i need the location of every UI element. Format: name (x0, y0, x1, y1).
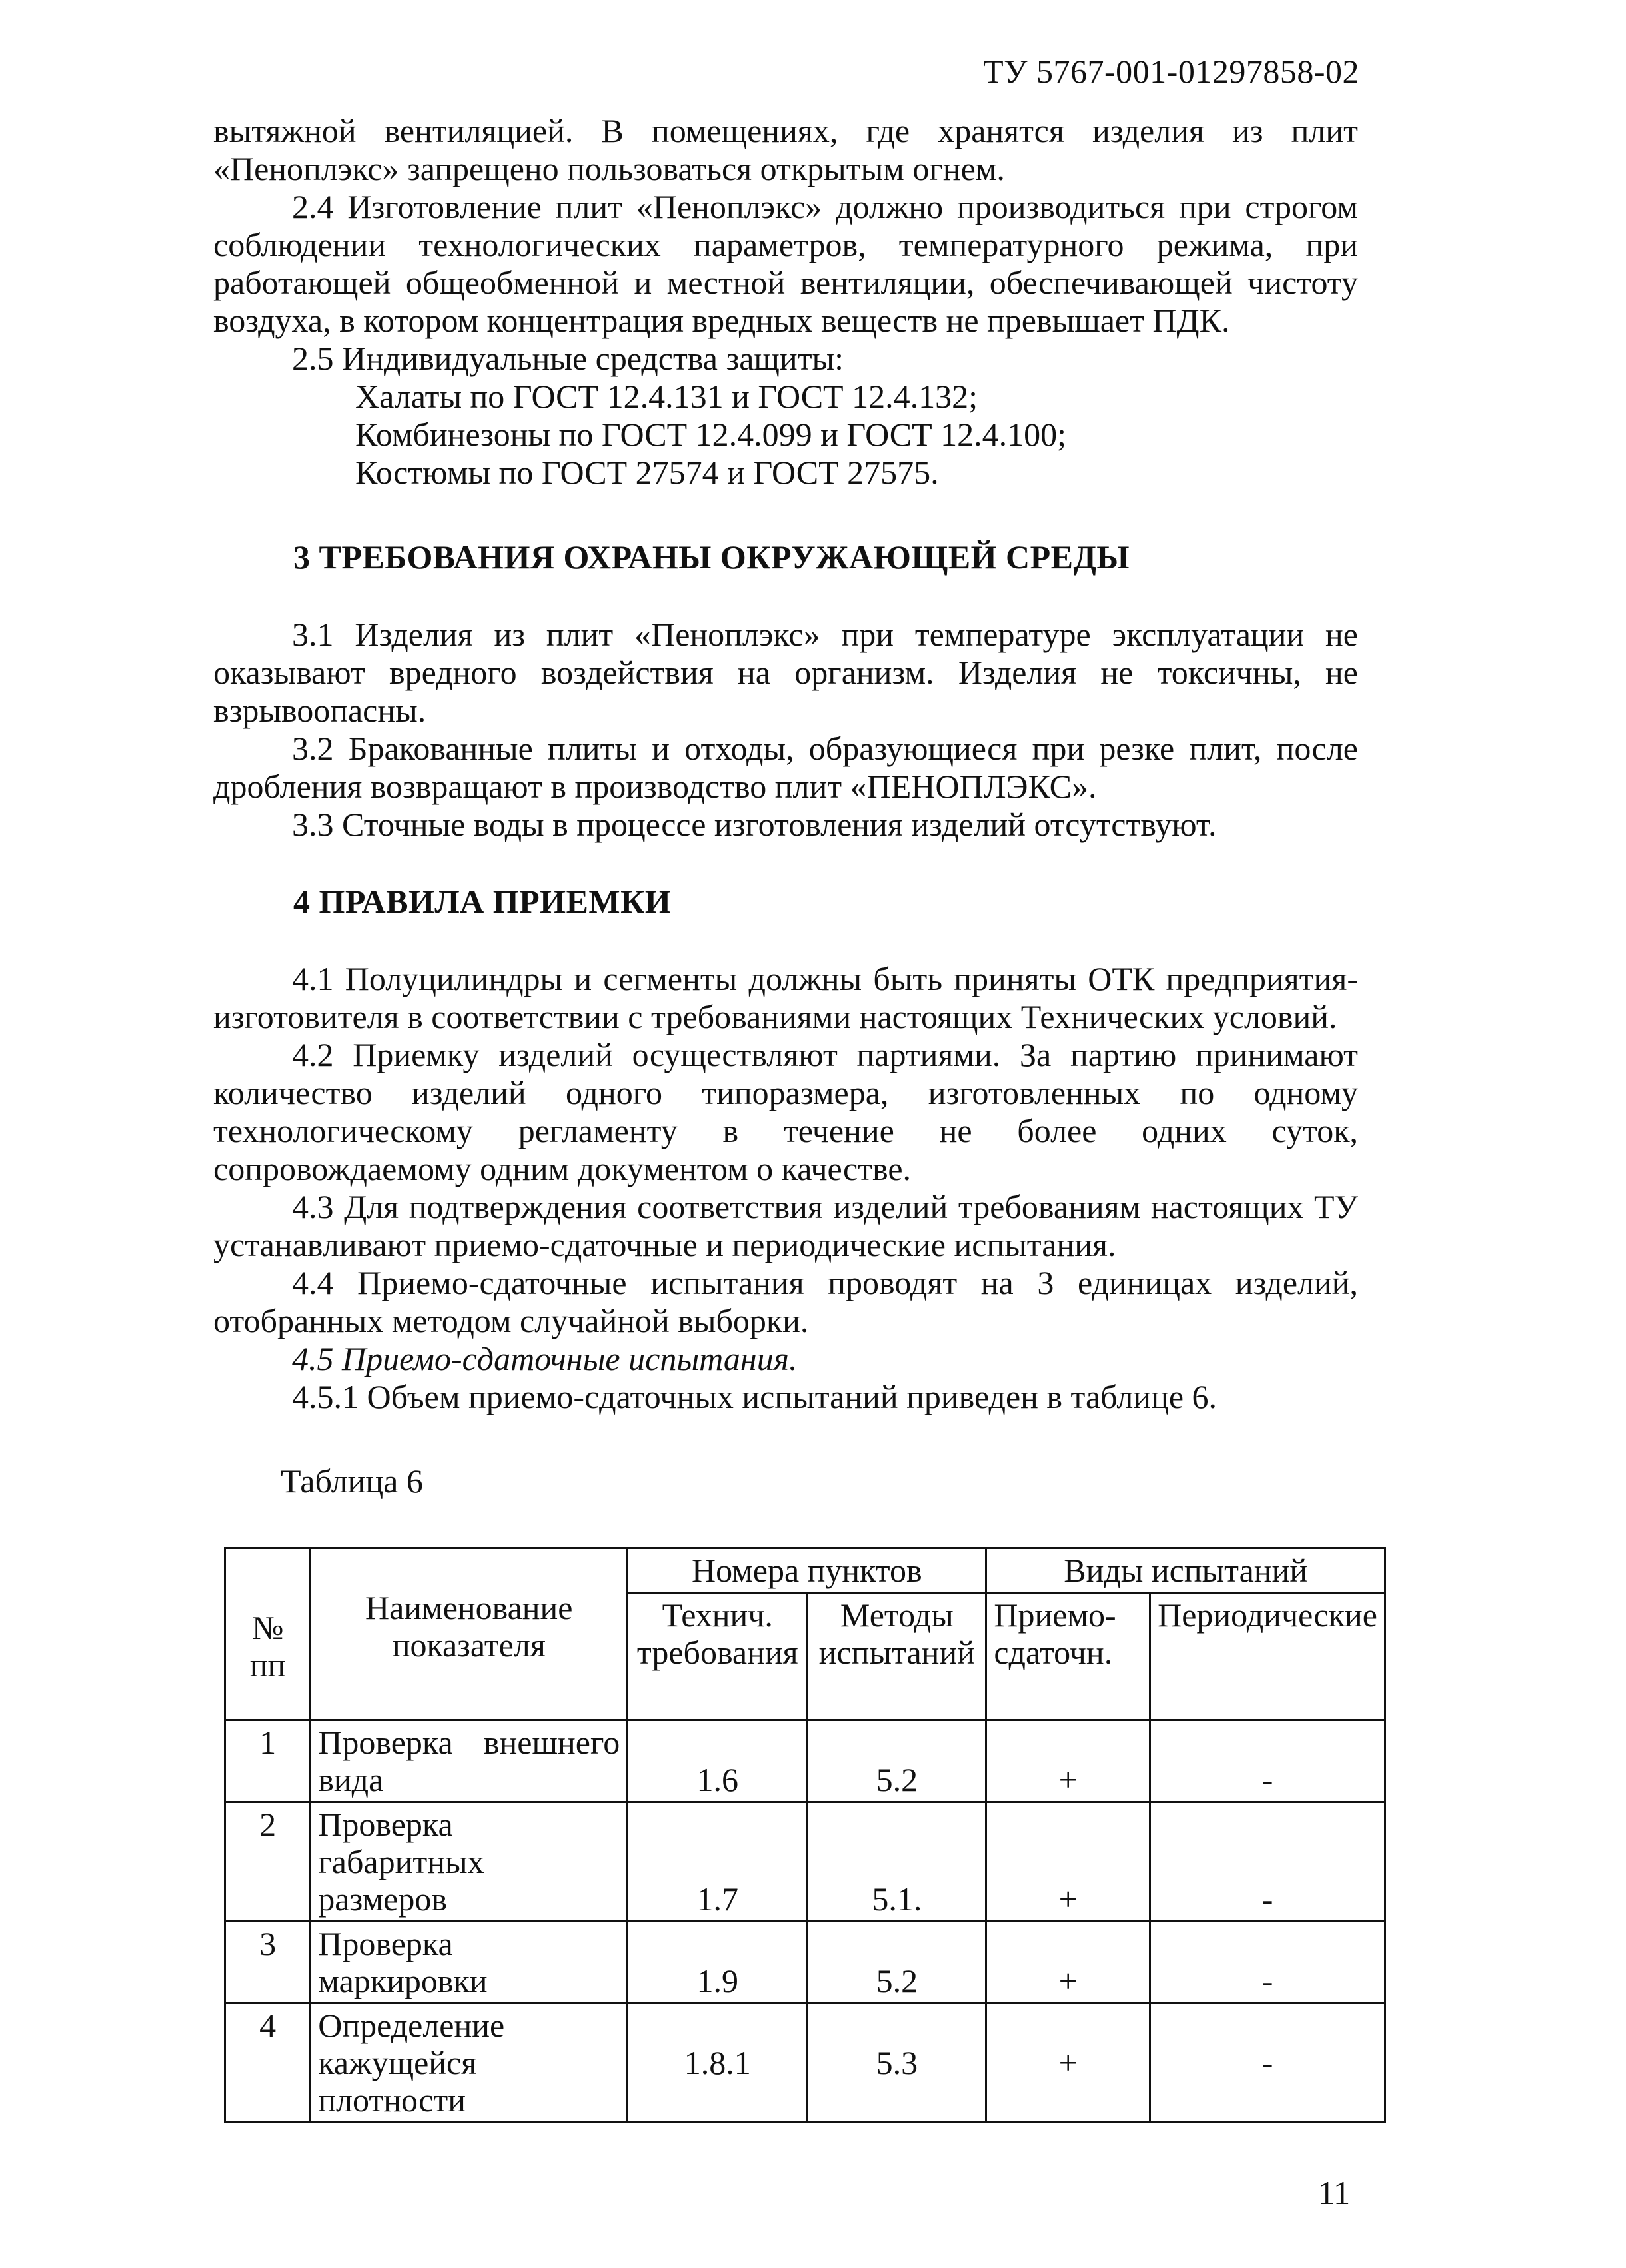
section-3-heading-wrap (213, 538, 1358, 576)
paragraph-4-5-1: 4.5.1 Объем приемо-сдаточных испытаний приведен в таблице 6. (292, 1378, 1218, 1415)
text-block-section-3 (213, 616, 1358, 844)
header-clause-methods: Методы испытаний (808, 1593, 986, 1720)
row-num: 4 (225, 2003, 311, 2123)
header-name: Наименование показателя (311, 1548, 628, 1720)
paragraph-4-2: 4.2 Приемку изделий осуществляют партиями. За партию принимают количество изделий одного типоразмера, изготовленных по одному технологическому регламенту в течение не более одних суток, сопровождаемому одним документом о качестве. (213, 1036, 1358, 1187)
ppe-item: Комбинезоны по ГОСТ 12.4.099 и ГОСТ 12.4.100; (355, 416, 1067, 453)
paragraph-4-3: 4.3 Для подтверждения соответствия изделий требованиям настоящих ТУ устанавливают приемо-сдаточные и периодические испытания. (213, 1188, 1358, 1263)
paragraph-continuation: вытяжной вентиляцией. В помещениях, где хранятся изделия из плит «Пеноплэкс» запрещено пользоваться открытым огнем. (213, 112, 1358, 187)
header-type-acceptance: Приемо-сдаточн. (986, 1593, 1150, 1720)
paragraph-4-1: 4.1 Полуцилиндры и сегменты должны быть приняты ОТК предприятия-изготовителя в соответствии с требованиями настоящих Технических условий. (213, 960, 1358, 1035)
row-acceptance: + (986, 1802, 1150, 1922)
row-name: Определение кажущейся плотности (311, 2003, 628, 2123)
paragraph-4-5: 4.5 Приемо-сдаточные испытания. (292, 1340, 798, 1377)
ppe-item: Костюмы по ГОСТ 27574 и ГОСТ 27575. (355, 454, 939, 491)
header-num: № пп (225, 1548, 311, 1720)
row-acceptance: + (986, 1922, 1150, 2003)
row-method: 5.3 (808, 2003, 986, 2123)
row-num: 1 (225, 1720, 311, 1802)
table-row (225, 1922, 1385, 2003)
paragraph-2-4: 2.4 Изготовление плит «Пеноплэкс» должно производиться при строгом соблюдении технологических параметров, температурного режима, при работающей общеобменной и местной вентиляции, обеспечивающей чистоту воздуха, в котором концентрация вредных веществ не превышает ПДК. (213, 188, 1358, 339)
row-periodic: - (1150, 1922, 1385, 2003)
row-name: Проверка габаритных размеров (311, 1802, 628, 1922)
table-caption: Таблица 6 (281, 1462, 423, 1500)
paragraph-3-2: 3.2 Бракованные плиты и отходы, образующиеся при резке плит, после дробления возвращают в производство плит «ПЕНОПЛЭКС». (213, 730, 1358, 805)
paragraph-3-1: 3.1 Изделия из плит «Пеноплэкс» при температуре эксплуатации не оказывают вредного воздействия на организм. Изделия не токсичны, не взрывоопасны. (213, 616, 1358, 729)
header-type-periodic: Периодические (1150, 1593, 1385, 1720)
table-row (225, 1720, 1385, 1802)
table-row (225, 2003, 1385, 2123)
row-method: 5.1. (808, 1802, 986, 1922)
text-block-section-4 (213, 960, 1358, 1416)
header-clause-tech: Технич. требования (628, 1593, 808, 1720)
section-4-heading: 4 ПРАВИЛА ПРИЕМКИ (293, 883, 672, 920)
table-row (225, 1802, 1385, 1922)
page-number: 11 (1318, 2174, 1351, 2211)
row-tech: 1.7 (628, 1802, 808, 1922)
row-periodic: - (1150, 1720, 1385, 1802)
paragraph-4-4: 4.4 Приемо-сдаточные испытания проводят на 3 единицах изделий, отобранных методом случайной выборки. (213, 1264, 1358, 1339)
paragraph-2-5: 2.5 Индивидуальные средства защиты: (292, 340, 844, 377)
header-clauses: Номера пунктов (628, 1548, 986, 1593)
row-method: 5.2 (808, 1720, 986, 1802)
row-method: 5.2 (808, 1922, 986, 2003)
row-acceptance: + (986, 1720, 1150, 1802)
ppe-item: Халаты по ГОСТ 12.4.131 и ГОСТ 12.4.132; (355, 378, 978, 415)
row-periodic: - (1150, 1802, 1385, 1922)
section-3-heading: 3 ТРЕБОВАНИЯ ОХРАНЫ ОКРУЖАЮЩЕЙ СРЕДЫ (293, 538, 1130, 576)
row-tech: 1.8.1 (628, 2003, 808, 2123)
row-name: Проверка маркировки (311, 1922, 628, 2003)
row-periodic: - (1150, 2003, 1385, 2123)
row-num: 3 (225, 1922, 311, 2003)
row-name: Проверка внешнего вида (311, 1720, 628, 1802)
table-6 (224, 1547, 1386, 2123)
header-test-types: Виды испытаний (986, 1548, 1385, 1593)
document-code: ТУ 5767-001-01297858-02 (983, 53, 1359, 90)
section-4-heading-wrap (213, 883, 1358, 921)
row-tech: 1.9 (628, 1922, 808, 2003)
row-tech: 1.6 (628, 1720, 808, 1802)
table-header-row (225, 1548, 1385, 1593)
paragraph-3-3: 3.3 Сточные воды в процессе изготовления изделий отсутствуют. (292, 806, 1217, 843)
row-acceptance: + (986, 2003, 1150, 2123)
text-block-top (213, 112, 1358, 492)
row-num: 2 (225, 1802, 311, 1922)
